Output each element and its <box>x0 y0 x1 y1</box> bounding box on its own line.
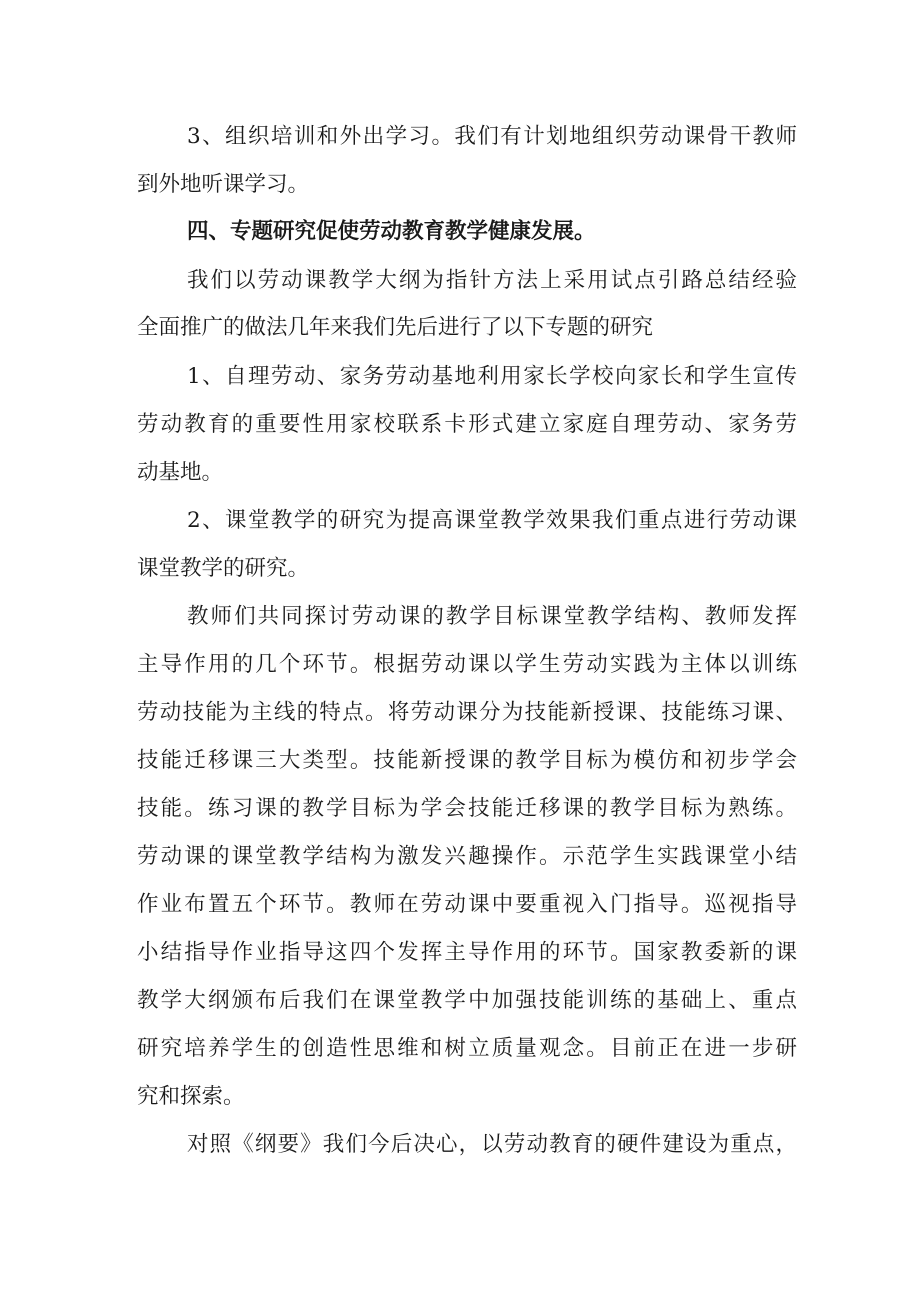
paragraph-line: 技能。练习课的教学目标为学会技能迁移课的教学目标为熟练。 <box>137 796 797 821</box>
paragraph-line: 全面推广的做法几年来我们先后进行了以下专题的研究 <box>137 315 654 340</box>
paragraph-line: 对照《纲要》我们今后决心，以劳动教育的硬件建设为重点， <box>187 1132 797 1157</box>
paragraph-line: 1、自理劳动、家务劳动基地利用家长学校向家长和学生宣传 <box>187 364 797 389</box>
paragraph-line: 3、组织培训和外出学习。我们有计划地组织劳动课骨干教师 <box>187 124 797 149</box>
paragraph-line: 我们以劳动课教学大纲为指针方法上采用试点引路总结经验 <box>187 268 797 293</box>
paragraph-line: 技能迁移课三大类型。技能新授课的教学目标为模仿和初步学会 <box>137 748 797 773</box>
paragraph-line: 劳动教育的重要性用家校联系卡形式建立家庭自理劳动、家务劳 <box>137 412 797 437</box>
paragraph-line: 劳动课的课堂教学结构为激发兴趣操作。示范学生实践课堂小结 <box>137 844 797 869</box>
paragraph-line: 2、课堂教学的研究为提高课堂教学效果我们重点进行劳动课 <box>187 508 797 533</box>
section-heading: 四、专题研究促使劳动教育教学健康发展。 <box>187 219 596 244</box>
paragraph-line: 动基地。 <box>137 460 224 485</box>
paragraph-line: 教学大纲颁布后我们在课堂教学中加强技能训练的基础上、重点 <box>137 988 797 1013</box>
paragraph-line: 劳动技能为主线的特点。将劳动课分为技能新授课、技能练习课、 <box>137 700 797 725</box>
paragraph-line: 作业布置五个环节。教师在劳动课中要重视入门指导。巡视指导 <box>137 892 797 917</box>
paragraph-line: 主导作用的几个环节。根据劳动课以学生劳动实践为主体以训练 <box>137 652 797 677</box>
paragraph-line: 究和探索。 <box>137 1084 245 1109</box>
paragraph-line: 研究培养学生的创造性思维和树立质量观念。目前正在进一步研 <box>137 1036 797 1061</box>
paragraph-line: 小结指导作业指导这四个发挥主导作用的环节。国家教委新的课 <box>137 940 797 965</box>
paragraph-line: 课堂教学的研究。 <box>137 556 310 581</box>
paragraph-line: 到外地听课学习。 <box>137 172 310 197</box>
paragraph-line: 教师们共同探讨劳动课的教学目标课堂教学结构、教师发挥 <box>187 604 797 629</box>
